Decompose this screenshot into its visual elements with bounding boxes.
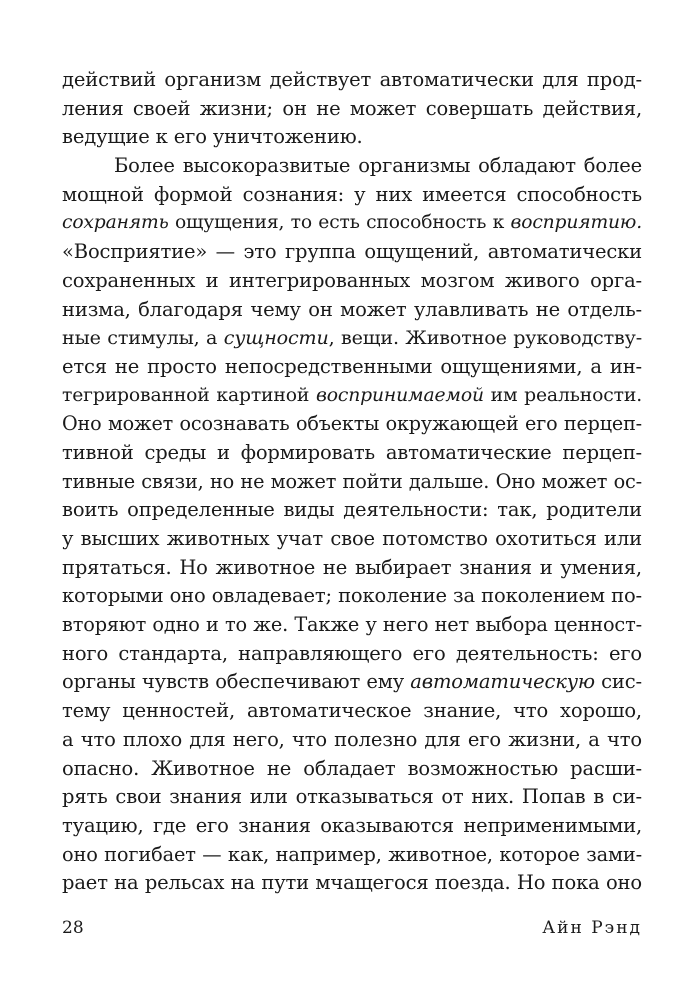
text-run: тивной среды и формировать автоматические перцеп- <box>62 440 642 464</box>
text-line <box>62 554 642 583</box>
text-run: ного стандарта, направляющего его деятельность: его <box>62 641 642 665</box>
text-line <box>62 755 642 784</box>
paragraph-first-line <box>62 152 642 181</box>
text-line <box>62 66 642 95</box>
text-run: туацию, где его знания оказываются неприменимыми, <box>62 813 642 837</box>
text-run: прятаться. Но животное не выбирает знания и умения, <box>62 555 642 579</box>
text-run: воить определенные виды деятельности: так, родители <box>62 498 642 522</box>
text-run: сис- <box>594 670 642 694</box>
text-line <box>62 841 642 870</box>
text-run: Оно может осознавать объекты окружающей его перцеп- <box>62 412 642 436</box>
italic-emphasis: автоматическую <box>410 670 595 694</box>
text-line <box>62 95 642 124</box>
text-run: тегрированной картиной <box>62 384 316 406</box>
text-line <box>62 410 642 439</box>
text-run: органы чувств обеспечивают ему <box>62 670 411 694</box>
text-run: Более высокоразвитые организмы обладают более <box>114 154 642 178</box>
text-run: ощущения, то есть способность к <box>168 212 511 234</box>
text-line <box>62 324 642 353</box>
text-run: сохраненных и интегрированных мозгом живого орга- <box>62 268 642 292</box>
page-footer <box>62 918 642 946</box>
text-line <box>62 640 642 669</box>
body-text <box>62 66 642 898</box>
text-run: ведущие к его уничтожению. <box>62 125 363 149</box>
text-line <box>62 468 642 497</box>
italic-emphasis: воспринимаемой <box>315 384 484 406</box>
running-title-author: Айн Рэнд <box>542 918 642 938</box>
text-run: а что плохо для него, что полезно для его жизни, а что <box>62 727 642 751</box>
text-line <box>62 353 642 382</box>
text-line <box>62 668 642 697</box>
text-line <box>62 869 642 898</box>
text-run: низма, благодаря чему он может улавливать не отдель- <box>62 297 642 321</box>
text-run: ления своей жизни; он не может совершать действия, <box>62 96 642 120</box>
text-line <box>62 611 642 640</box>
text-line <box>62 209 642 238</box>
text-run: рять свои знания или отказываться от них. Попав в си- <box>62 785 642 809</box>
text-run: рает на рельсах на пути мчащегося поезда. Но пока оно <box>62 871 642 895</box>
text-line <box>62 123 642 152</box>
text-line <box>62 525 642 554</box>
text-line <box>62 382 642 411</box>
text-line <box>62 697 642 726</box>
page-number: 28 <box>62 918 84 938</box>
text-run: тивные связи, но не может пойти дальше. Оно может ос- <box>62 469 642 493</box>
text-run: им реальности. <box>483 384 642 406</box>
text-line <box>62 296 642 325</box>
italic-emphasis: сохранять <box>62 212 169 234</box>
text-run: действий организм действует автоматически для прод- <box>62 68 642 91</box>
text-line <box>62 812 642 841</box>
text-run: у высших животных учат свое потомство охотиться или <box>62 527 642 550</box>
text-line <box>62 181 642 210</box>
text-run: опасно. Животное не обладает возможностью расши- <box>62 756 642 780</box>
text-run: тему ценностей, автоматическое знание, что хорошо, <box>62 699 642 723</box>
text-line <box>62 238 642 267</box>
text-run: вторяют одно и то же. Также у него нет выбора ценност- <box>62 613 642 637</box>
text-line <box>62 267 642 296</box>
text-line <box>62 439 642 468</box>
text-run: мощной формой сознания: у них имеется способность <box>62 182 642 206</box>
text-line <box>62 496 642 525</box>
text-line <box>62 582 642 611</box>
text-line <box>62 726 642 755</box>
text-run: которыми оно овладевает; поколение за поколением по- <box>62 584 642 608</box>
text-run: ется не просто непосредственными ощущениями, а ин- <box>62 354 642 378</box>
text-run: ные стимулы, а <box>62 326 224 350</box>
text-run: оно погибает — как, например, животное, которое зами- <box>62 842 642 866</box>
italic-emphasis: сущности <box>223 326 329 350</box>
text-line <box>62 783 642 812</box>
text-run: , вещи. Животное руководству- <box>328 326 642 350</box>
text-run: «Восприятие» — это группа ощущений, автоматически <box>62 240 642 264</box>
italic-emphasis: восприятию. <box>510 212 642 234</box>
